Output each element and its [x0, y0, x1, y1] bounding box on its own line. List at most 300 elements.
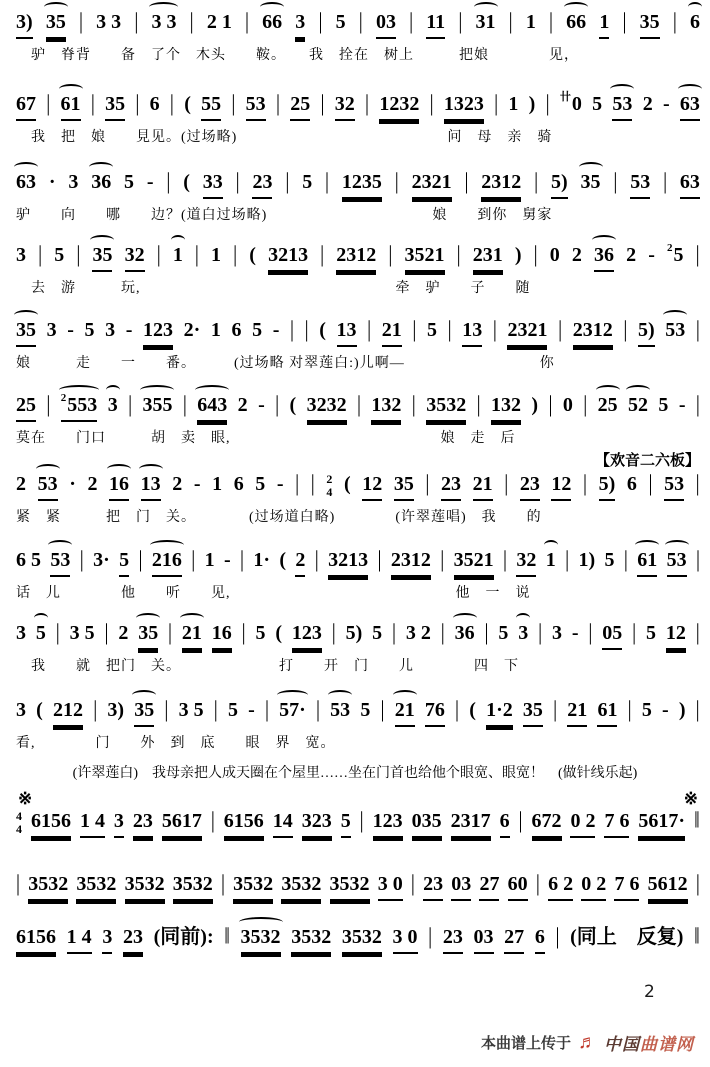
barline: |	[358, 9, 363, 35]
barline: |	[380, 697, 385, 723]
note-token: 2	[87, 473, 98, 495]
note-token: 35	[92, 243, 112, 270]
note-token: ·	[48, 171, 56, 193]
barline: |	[128, 392, 133, 418]
note-token: (	[249, 244, 256, 266]
barline: |	[548, 392, 553, 418]
barline: |	[76, 242, 81, 268]
barline: |	[90, 91, 95, 117]
note-token: 21	[382, 318, 402, 345]
note-token: 3 5	[69, 622, 95, 644]
note-token: 2	[571, 244, 582, 266]
note-token: 32	[335, 92, 355, 119]
note-token: 5	[641, 699, 652, 721]
music-system	[16, 92, 700, 146]
note-token: -	[125, 319, 133, 341]
note-token: 3532	[28, 872, 68, 899]
note-token: 35	[581, 170, 601, 197]
time-signature-digit: 2	[326, 471, 333, 486]
note-token: 3·	[93, 549, 110, 571]
note-token: 3532	[125, 872, 165, 899]
note-token: -	[146, 171, 154, 193]
note-token: 3232	[307, 393, 347, 420]
note-token: 3	[102, 925, 112, 952]
note-token: 3	[551, 622, 562, 644]
barline: |	[695, 547, 700, 573]
note-token: 16	[212, 621, 232, 648]
barline: |	[239, 547, 244, 573]
time-signature	[16, 810, 22, 835]
note-token: 6 5	[16, 549, 41, 571]
note-token: 13	[141, 472, 161, 499]
note-token: 123	[143, 318, 173, 345]
grace-note: 2	[667, 242, 673, 255]
barline: |	[220, 871, 225, 897]
note-token: 0	[562, 394, 573, 416]
note-token: 5	[84, 319, 95, 341]
note-token: -	[193, 473, 201, 495]
barline: |	[553, 697, 558, 723]
barline: |	[545, 91, 550, 117]
barline: |	[16, 871, 21, 897]
site-logo-icon: ♬	[578, 1032, 597, 1053]
note-token: 3 3	[151, 10, 176, 37]
note-token: 355	[142, 393, 172, 420]
note-token: 5	[645, 622, 656, 644]
barline: |	[549, 9, 554, 35]
note-token: 3213	[328, 548, 368, 575]
barline: |	[233, 242, 238, 268]
barline: ‖	[224, 924, 230, 950]
note-token: ·	[69, 473, 76, 495]
note-token: 6	[231, 319, 242, 341]
note-token: -	[648, 244, 655, 266]
lyrics-line: 紧 紧 把 门 关。 (过场道白略) (许翠莲唱) 我 的	[16, 510, 542, 525]
note-token: 32	[516, 548, 536, 575]
note-token: 6156	[31, 809, 71, 836]
note-token: 23	[133, 809, 153, 836]
note-token: 13	[337, 318, 357, 345]
music-system	[16, 698, 700, 752]
note-token: 1323	[444, 92, 484, 119]
note-token: 035	[412, 809, 442, 836]
barline: |	[695, 317, 700, 343]
note-token: 53	[664, 472, 684, 499]
music-system	[16, 872, 700, 899]
barline: |	[365, 91, 370, 117]
note-token: (	[343, 473, 351, 495]
note-token: 1	[211, 244, 222, 266]
barline: |	[455, 697, 460, 723]
note-token: 03	[451, 872, 471, 899]
barline: |	[429, 91, 434, 117]
barline: |	[535, 871, 540, 897]
note-token: (	[184, 93, 191, 115]
lyrics-line: 莫在 门口 胡 卖 眼, 娘 走 后	[16, 431, 516, 446]
note-token: 35	[105, 92, 125, 119]
barline: |	[138, 547, 143, 573]
note-token: )	[531, 394, 539, 416]
note-token: (	[183, 171, 190, 193]
note-token: 5	[341, 809, 351, 836]
note-token: 2·	[183, 319, 201, 341]
note-token: 0 2	[570, 809, 595, 836]
barline: |	[613, 169, 618, 195]
note-token: 2321	[412, 170, 452, 197]
music-system	[16, 790, 700, 836]
barline: |	[632, 620, 637, 646]
notes-line	[16, 925, 700, 952]
barline: |	[134, 9, 139, 35]
note-token: (	[275, 622, 283, 644]
site-name-dark: 中国	[604, 1035, 640, 1054]
note-token: 3532	[76, 872, 116, 899]
note-token: 2312	[481, 170, 521, 197]
note-token: 3532	[241, 925, 281, 952]
music-system	[16, 925, 700, 952]
note-token: 3	[16, 244, 26, 266]
note-token: 123	[373, 809, 403, 836]
barline: |	[244, 9, 249, 35]
barline: |	[494, 91, 499, 117]
note-token: 5	[54, 244, 65, 266]
barline: |	[504, 471, 509, 497]
note-token: 132	[491, 393, 521, 420]
music-system	[16, 10, 700, 64]
barline: |	[38, 242, 43, 268]
note-token: 35	[46, 10, 66, 37]
note-token: $^2$5	[667, 242, 684, 266]
barline: |	[388, 242, 393, 268]
barline: |	[695, 392, 700, 418]
note-token: 23	[123, 925, 143, 952]
note-token: 23	[443, 925, 463, 952]
note-token: 3532	[330, 872, 370, 899]
note-token: 63	[680, 92, 700, 119]
time-signature-digit: 4	[16, 808, 22, 823]
barline: |	[194, 242, 199, 268]
note-token: 2	[237, 394, 248, 416]
barline: |	[392, 620, 397, 646]
note-token: 2	[642, 93, 653, 115]
note-token: 1	[204, 549, 215, 571]
note-token: 5	[592, 93, 603, 115]
music-system	[16, 621, 700, 675]
note-token: 3)	[107, 699, 125, 721]
barline: |	[412, 317, 417, 343]
barline: |	[622, 9, 627, 35]
time-signature-digit: 4	[16, 821, 22, 836]
note-token: 5	[335, 11, 346, 33]
note-token: 5)	[599, 472, 616, 499]
notes-line	[16, 318, 700, 345]
note-token: 23	[423, 872, 443, 899]
segno-icon: ※	[683, 789, 698, 808]
note-token: 1 4	[80, 809, 105, 836]
note-token: 35	[16, 318, 36, 345]
note-token: 3 0	[393, 925, 418, 952]
barline: |	[241, 620, 246, 646]
note-token: 5	[255, 473, 266, 495]
time-signature-digit: 4	[326, 484, 333, 499]
note-token: 32	[125, 243, 145, 270]
note-token: 12	[551, 472, 571, 499]
note-token: 1·2	[486, 698, 513, 725]
note-token: 35	[134, 698, 154, 725]
note-token: 3 3	[96, 11, 122, 33]
note-token: 60	[508, 872, 528, 899]
note-token: 3	[46, 319, 57, 341]
note-token: 231	[473, 243, 503, 270]
note-token: 3 5	[178, 699, 204, 721]
note-token: 61	[597, 698, 617, 725]
note-token: 7 6	[604, 809, 629, 836]
note-token: 3213	[268, 243, 308, 270]
note-token: 2 1	[206, 11, 232, 33]
barline: |	[377, 547, 382, 573]
note-token: 36	[91, 170, 111, 197]
barline: |	[538, 620, 543, 646]
barline: |	[166, 169, 171, 195]
lyrics-line: 看, 门 外 到 底 眼 界 宽。	[16, 736, 336, 751]
note-token: -	[272, 319, 280, 341]
note-token: 5	[36, 621, 46, 648]
note-token: 5	[227, 699, 238, 721]
note-token: 123	[292, 621, 322, 648]
barline: |	[583, 392, 588, 418]
note-token: 27	[504, 925, 524, 952]
note-token: 35	[394, 472, 414, 499]
barline: |	[492, 317, 497, 343]
note-token: 1 4	[67, 925, 92, 952]
note-token: 14	[273, 809, 293, 836]
note-token: 5)	[345, 622, 363, 644]
barline: |	[447, 317, 452, 343]
note-token: 53	[330, 698, 350, 725]
barline: |	[440, 547, 445, 573]
note-token: 2	[118, 622, 129, 644]
note-token: 6	[626, 473, 637, 495]
lyrics-line: 驴 向 哪 边？(道白过场略) 娘 到你 舅家	[16, 208, 553, 223]
barline: |	[314, 547, 319, 573]
note-token: 2	[16, 473, 26, 495]
barline: |	[367, 317, 372, 343]
barline: |	[695, 697, 700, 723]
note-token: 0	[549, 244, 560, 266]
note-token: -	[661, 699, 669, 721]
barline: |	[558, 317, 563, 343]
note-token: 5)	[551, 170, 568, 197]
note-token: 25	[598, 393, 618, 420]
barline: |	[182, 392, 187, 418]
note-token: 3 2	[405, 622, 431, 644]
note-token: -	[223, 549, 231, 571]
note-token: 36	[594, 243, 614, 270]
note-token: 1	[173, 243, 183, 270]
note-token: 5617·	[638, 809, 685, 836]
note-token: -	[248, 699, 255, 721]
note-token: 6	[233, 473, 244, 495]
note-token: 63	[16, 170, 36, 197]
note-token: 5	[427, 319, 437, 341]
note-token: 1	[508, 93, 519, 115]
note-token: 5	[302, 171, 313, 193]
note-token: 12	[362, 472, 382, 499]
note-token: 3532	[281, 872, 321, 899]
note-token: 5617	[162, 809, 202, 836]
barline: |	[623, 317, 628, 343]
barline: |	[555, 924, 560, 950]
barline: |	[648, 471, 653, 497]
note-token: 66	[262, 10, 282, 37]
note-token: 53	[612, 92, 632, 119]
note-token: 52	[628, 393, 648, 420]
note-token: 1232	[379, 92, 419, 119]
note-token: 7 6	[614, 872, 639, 899]
barline: |	[55, 620, 60, 646]
barline: |	[191, 547, 196, 573]
note-token: 21	[182, 621, 202, 648]
note-token: 76	[425, 698, 445, 725]
barline: |	[169, 91, 174, 117]
barline: ‖	[694, 924, 700, 950]
note-token: 5	[604, 549, 615, 571]
note-token: 1	[599, 10, 609, 37]
note-token: 21	[395, 698, 415, 725]
barline: |	[135, 91, 140, 117]
barline: |	[275, 392, 280, 418]
lyrics-line: 去 游 玩, 牵 驴 子 随	[16, 281, 531, 296]
note-token: 6156	[16, 925, 56, 952]
note-token: 132	[371, 393, 401, 420]
note-token: 1	[546, 548, 556, 575]
note-token: (	[279, 549, 287, 571]
note-token: 2312	[391, 548, 431, 575]
note-token: 5)	[638, 318, 655, 345]
note-token: $^卄$0	[559, 91, 582, 115]
segno-icon: ※	[18, 789, 33, 808]
note-token: 63	[680, 170, 700, 197]
note-token: 35	[523, 698, 543, 725]
note-token: -	[276, 473, 284, 495]
barline: |	[46, 91, 51, 117]
note-token: 5	[252, 319, 263, 341]
barline: |	[285, 169, 290, 195]
note-token: 31	[476, 10, 496, 37]
note-token: 6 2	[548, 872, 573, 899]
notes-line	[16, 621, 700, 648]
note-token: 2312	[573, 318, 613, 345]
lyrics-line: 话 儿 他 听 见, 他 一 说	[16, 586, 531, 601]
watermark-footer	[481, 1030, 694, 1055]
notes-line	[16, 393, 700, 420]
barline: |	[428, 924, 433, 950]
note-token: 25	[290, 92, 310, 119]
note-token: 3	[16, 699, 26, 721]
barline: |	[533, 242, 538, 268]
barline: |	[156, 242, 161, 268]
barline: |	[325, 169, 330, 195]
barline: |	[410, 871, 415, 897]
barline: |	[93, 697, 98, 723]
note-token: 66	[566, 10, 586, 37]
lyrics-line: 我 把 娘 見见。(过场略) 问 母 亲 骑	[16, 130, 553, 145]
note-token: 1	[210, 319, 221, 341]
segno-row	[16, 790, 700, 807]
note-token: 3	[295, 10, 305, 37]
note-token: 67	[16, 92, 36, 119]
music-system	[16, 472, 700, 526]
note-token: 3	[68, 171, 79, 193]
barline: |	[565, 547, 570, 573]
note-token: $^2$553	[61, 393, 98, 420]
barline: |	[695, 242, 700, 268]
note-token: 643	[197, 393, 227, 420]
note-token: 53	[667, 548, 687, 575]
barline: |	[502, 547, 507, 573]
note-token: 3532	[426, 393, 466, 420]
note-token: 6	[535, 925, 545, 952]
note-token: 5	[124, 171, 135, 193]
barline: |	[458, 9, 463, 35]
barline: |	[295, 471, 300, 497]
note-token: 53	[50, 548, 70, 575]
barline: |	[304, 317, 309, 343]
notes-line	[16, 698, 700, 725]
note-token: -	[678, 394, 686, 416]
barline: |	[456, 242, 461, 268]
barline: |	[320, 242, 325, 268]
barline: |	[464, 169, 469, 195]
note-token: 2	[626, 244, 637, 266]
note-token: 6	[149, 93, 160, 115]
notes-line	[16, 872, 700, 899]
note-token: 1·	[253, 549, 271, 571]
note-token: (	[319, 319, 326, 341]
note-token: 2	[295, 548, 305, 575]
note-token: 2317	[451, 809, 491, 836]
note-token: 212	[53, 698, 83, 725]
barline: |	[235, 169, 240, 195]
note-token: -	[258, 394, 265, 416]
notes-line	[16, 472, 700, 499]
note-token: 2321	[507, 318, 547, 345]
note-token: 1235	[342, 170, 382, 197]
notes-line	[16, 10, 700, 37]
watermark-text: 本曲谱上传于	[480, 1036, 571, 1052]
note-token: 61	[637, 548, 657, 575]
note-token: 3 0	[378, 872, 403, 899]
note-token: 0 2	[581, 872, 606, 899]
note-token: )	[528, 93, 536, 115]
note-token: (	[469, 699, 476, 721]
time-signature	[326, 473, 332, 498]
note-token: 21	[473, 472, 493, 499]
note-token: 35	[640, 10, 660, 37]
notes-line	[16, 809, 700, 836]
barline: |	[627, 697, 632, 723]
music-system	[16, 318, 700, 372]
barline: |	[264, 697, 269, 723]
note-token: 5612	[648, 872, 688, 899]
note-token: 3)	[16, 10, 33, 37]
notes-line	[16, 243, 700, 270]
barline: |	[78, 9, 83, 35]
note-token: (	[289, 394, 297, 416]
note-token: 3	[108, 393, 118, 420]
barline: |	[168, 620, 173, 646]
barline: |	[164, 697, 169, 723]
